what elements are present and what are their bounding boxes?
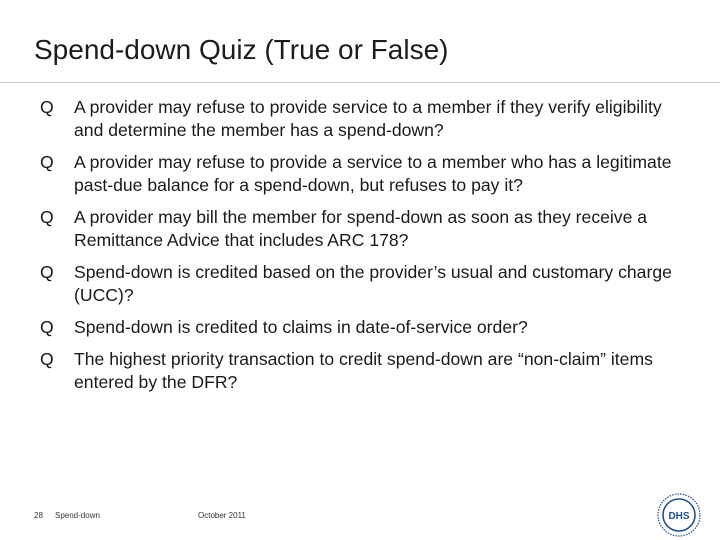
- question-item: [40, 261, 680, 307]
- logo-text: DHS: [668, 511, 690, 522]
- page-title: Spend-down Quiz (True or False): [34, 34, 449, 65]
- question-item: [40, 316, 680, 339]
- question-marker: Q: [40, 262, 54, 282]
- question-marker: Q: [40, 97, 54, 117]
- footer-page-number: 28: [34, 511, 43, 520]
- question-text: A provider may refuse to provide a service to a member who has a legitimate past-due balance for a spend-down, but refuses to pay it?: [74, 152, 672, 195]
- question-text: The highest priority transaction to credit spend-down are “non-claim” items entered by the DFR?: [74, 349, 653, 392]
- question-item: [40, 96, 680, 142]
- agency-logo: [656, 492, 702, 538]
- question-marker: Q: [40, 317, 54, 337]
- question-item: [40, 206, 680, 252]
- question-item: [40, 151, 680, 197]
- question-marker: Q: [40, 349, 54, 369]
- footer-topic: Spend-down: [55, 511, 100, 520]
- title-divider: [0, 82, 720, 83]
- question-text: A provider may refuse to provide service to a member if they verify eligibility and determine the member has a spend-down?: [74, 97, 662, 140]
- question-text: Spend-down is credited based on the provider’s usual and customary charge (UCC)?: [74, 262, 672, 305]
- question-marker: Q: [40, 152, 54, 172]
- question-text: Spend-down is credited to claims in date-of-service order?: [74, 317, 528, 337]
- question-item: [40, 348, 680, 394]
- question-text: A provider may bill the member for spend-down as soon as they receive a Remittance Advice that includes ARC 178?: [74, 207, 648, 250]
- question-marker: Q: [40, 207, 54, 227]
- footer-date: October 2011: [198, 511, 246, 520]
- question-list: [40, 96, 680, 403]
